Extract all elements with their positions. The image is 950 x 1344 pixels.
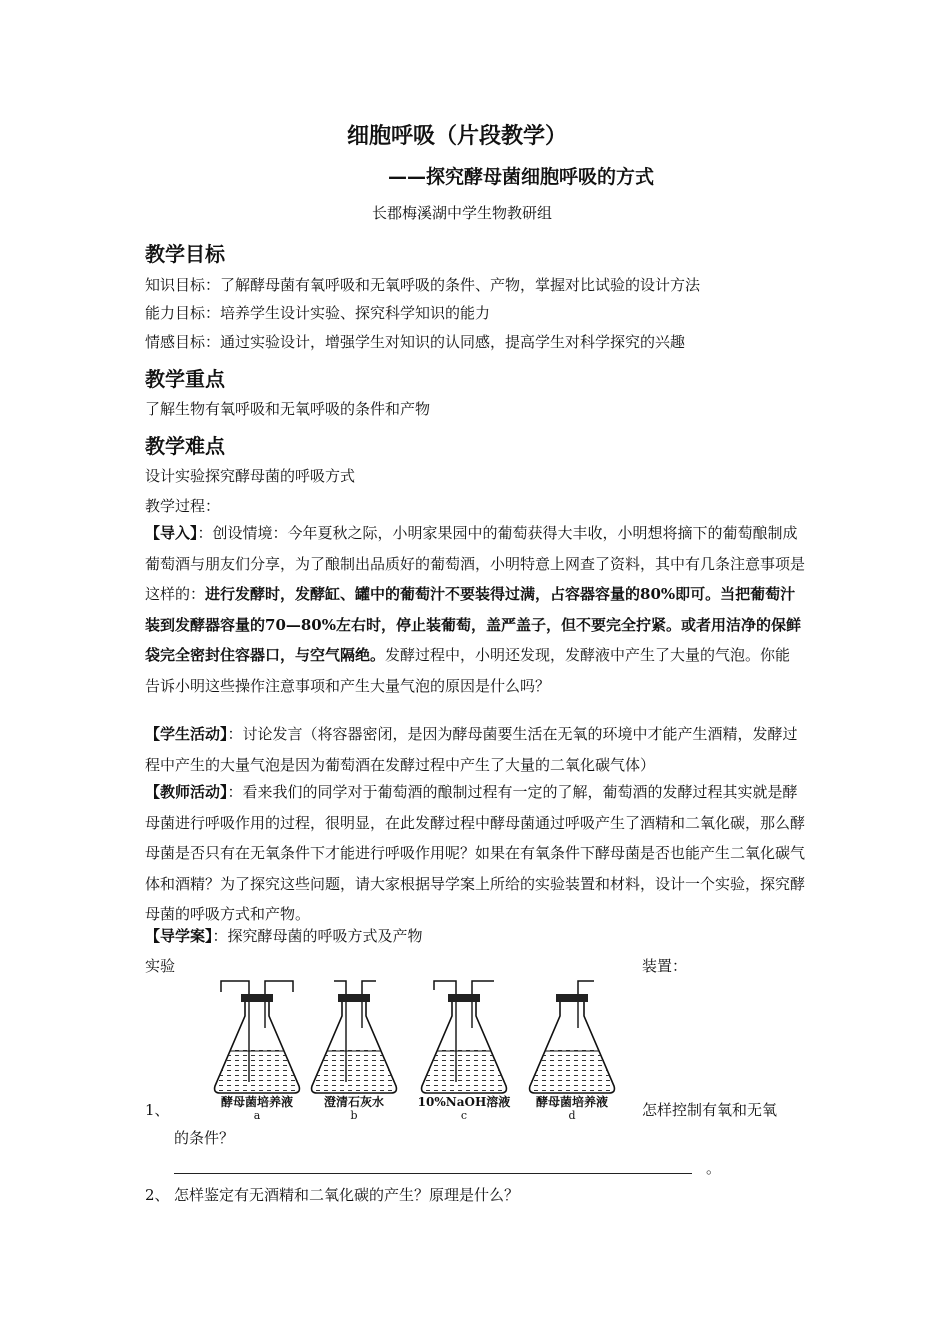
guide-tag: 【导学案】 <box>145 927 213 945</box>
guide-text: ：探究酵母菌的呼吸方式及产物 <box>212 927 423 945</box>
teacher-text: ：看来我们的同学对于葡萄酒的酿制过程有一定的了解，葡萄酒的发酵过程其实就是酵母菌进行呼吸作用的过程，很明显，在此发酵过程中酵母菌通过呼吸产生了酒精和二氧化碳，那么酵母菌是否只有在无氧条件下才能进行呼吸作用呢？如果在有氧条件下酵母菌是否也能产生二氧化碳气体和酒精？为了探究这些问题，请大家根据导学案上所给的实验装置和材料，设计一个实验，探究酵母菌的呼吸方式和产物。 <box>145 783 806 923</box>
apparatus-right-label: 装置： <box>642 957 688 975</box>
flask-a <box>215 981 300 1122</box>
guide-line <box>145 920 423 953</box>
question-1-text-b: 的条件？ <box>174 1129 235 1147</box>
difficulties-text: 设计实验探究酵母菌的呼吸方式 <box>145 467 356 485</box>
student-text: ：讨论发言（将容器密闭，是因为酵母菌要生活在无氧的环境中才能产生酒精，发酵过程中产生的大量气泡是因为葡萄酒在发酵过程中产生了大量的二氧化碳气体） <box>145 725 798 774</box>
answer-line-1[interactable] <box>174 1173 692 1174</box>
intro-text-c: 发酵过程中，小明还发现，发酵液中产生了大量的气泡。你能告诉小明这些操作注意事项和产生大量气泡的原因是什么吗？ <box>145 646 791 695</box>
section-heading-goals: 教学目标 <box>145 242 225 266</box>
apparatus-left-label: 实验 <box>145 957 176 975</box>
question-2-text: 怎样鉴定有无酒精和二氧化碳的产生？原理是什么？ <box>174 1186 520 1204</box>
flask-label-d: 酵母菌培养液 <box>535 1095 609 1109</box>
question-1-text-a: 怎样控制有氧和无氧 <box>642 1101 778 1119</box>
goal-ability: 能力目标：培养学生设计实验、探究科学知识的能力 <box>145 304 491 322</box>
page-subtitle: ——探究酵母菌细胞呼吸的方式 <box>388 166 655 188</box>
intro-tag: 【导入】 <box>145 524 198 542</box>
flask-letter-c: c <box>460 1109 468 1122</box>
question-1-number: 1、 <box>145 1101 170 1119</box>
apparatus-figure <box>198 978 638 1123</box>
intro-paragraph <box>145 518 805 701</box>
flask-d <box>530 981 615 1122</box>
author-line: 长郡梅溪湖中学生物教研组 <box>372 204 553 222</box>
flask-letter-a: a <box>253 1109 261 1122</box>
student-activity-paragraph <box>145 719 805 780</box>
intro-text-a: ：创设情境：今年夏秋之际，小明家果园中的葡萄获得大丰收，小明想将摘下的葡萄酿制成葡萄酒与朋友们分享，为了酿制出品质好的葡萄酒，小明特意上网查了资料，其中有几条注意事项是这样的： <box>145 524 806 603</box>
question-2-number: 2、 <box>145 1186 170 1204</box>
page-title: 细胞呼吸（片段教学） <box>347 124 568 149</box>
flask-label-b: 澄清石灰水 <box>323 1095 385 1109</box>
teacher-tag: 【教师活动】 <box>145 783 228 801</box>
keypoints-text: 了解生物有氧呼吸和无氧呼吸的条件和产物 <box>145 400 431 418</box>
flask-label-c: 10%NaOH溶液 <box>417 1095 511 1109</box>
flask-label-a: 酵母菌培养液 <box>220 1095 294 1109</box>
section-heading-difficulties: 教学难点 <box>145 434 225 458</box>
flask-c <box>418 981 511 1122</box>
teacher-activity-paragraph <box>145 777 805 930</box>
flask-letter-b: b <box>350 1109 358 1122</box>
process-label: 教学过程： <box>145 497 221 515</box>
student-tag: 【学生活动】 <box>145 725 228 743</box>
section-heading-keypoints: 教学重点 <box>145 367 225 391</box>
question-1-end: 。 <box>706 1159 722 1177</box>
goal-knowledge: 知识目标：了解酵母菌有氧呼吸和无氧呼吸的条件、产物，掌握对比试验的设计方法 <box>145 276 701 294</box>
intro-text-bold: 进行发酵时，发酵缸、罐中的葡萄汁不要装得过满，占容器容量的80%即可。当把葡萄汁装到发酵器容量的70—80%左右时，停止装葡萄，盖严盖子，但不要完全拧紧。或者用洁净的保鲜袋完全密封住容器口，与空气隔绝。 <box>145 585 802 664</box>
flask-b <box>312 981 397 1122</box>
goal-emotion: 情感目标：通过实验设计，增强学生对知识的认同感，提高学生对科学探究的兴趣 <box>145 333 686 351</box>
flask-letter-d: d <box>568 1109 576 1122</box>
